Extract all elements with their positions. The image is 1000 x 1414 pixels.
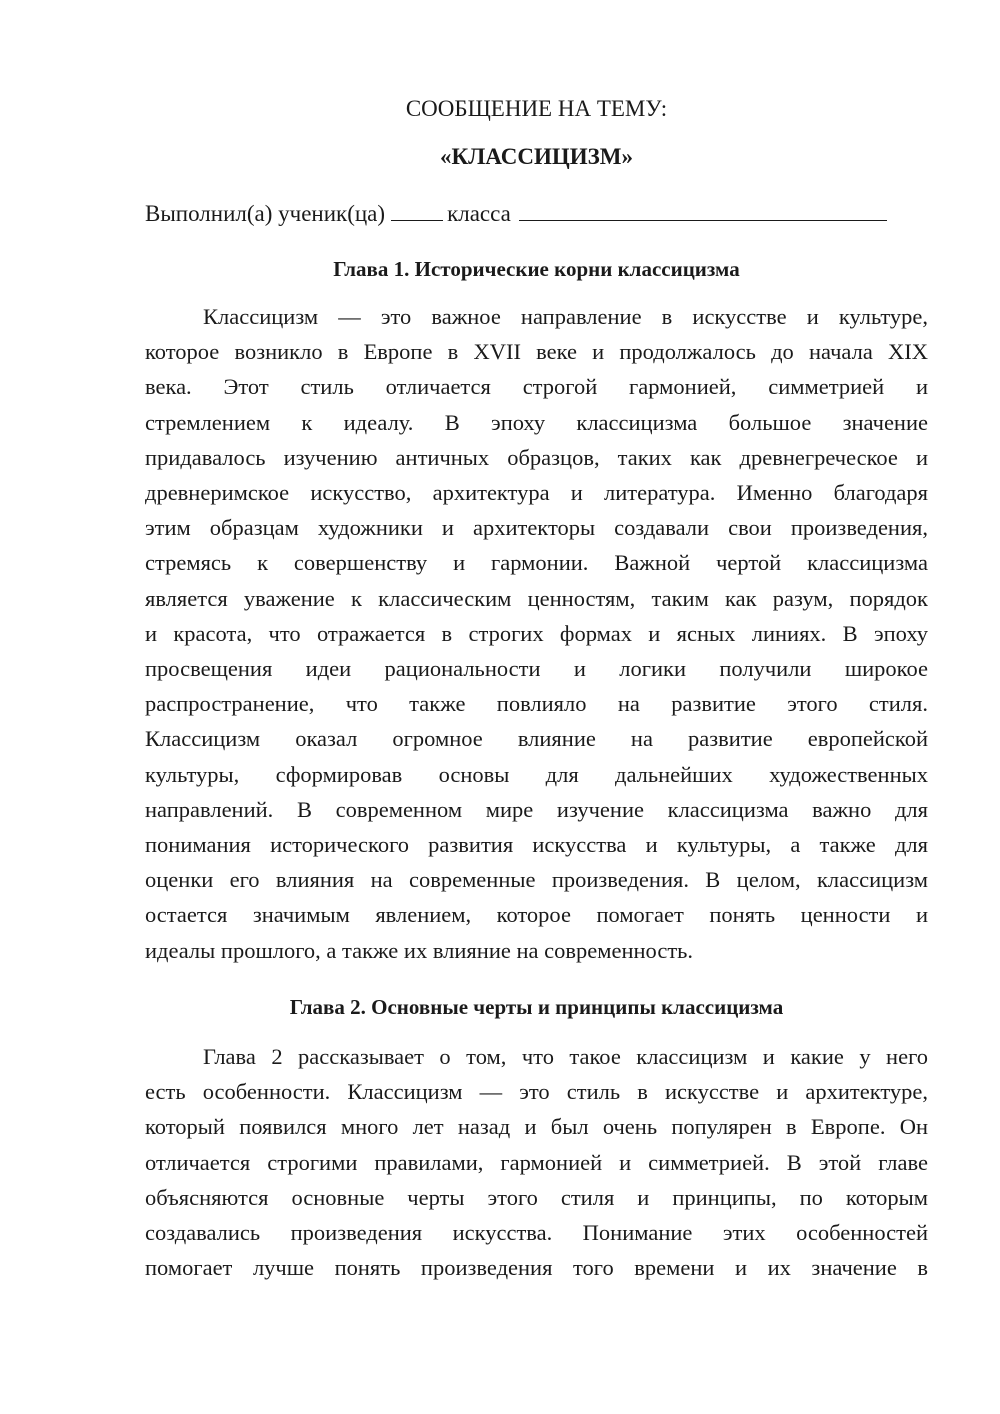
paragraph-line: объясняются основные черты этого стиля и принципы, по которым	[145, 1184, 928, 1210]
author-prefix-label: Выполнил(а) ученик(ца)	[145, 201, 386, 226]
paragraph-line: который появился много лет назад и был очень популярен в Европе. Он	[145, 1114, 928, 1140]
paragraph-line: Глава 2 рассказывает о том, что такое классицизм и какие у него	[203, 1044, 928, 1069]
paragraph-line: и красота, что отражается в строгих формах и ясных линиях. В эпоху	[145, 620, 928, 646]
paragraph-line: древнеримское искусство, архитектура и литература. Именно благодаря	[145, 480, 928, 506]
paragraph-line: культуры, сформировав основы для дальнейших художественных	[145, 761, 928, 787]
document-title-line1: СООБЩЕНИЕ НА ТЕМУ:	[405, 96, 668, 121]
chapter2-heading: Глава 2. Основные черты и принципы классицизма	[289, 995, 784, 1019]
paragraph-line: отличается строгими правилами, гармонией и симметрией. В этой главе	[145, 1149, 928, 1175]
paragraph-line: стремясь к совершенству и гармонии. Важной чертой классицизма	[145, 550, 928, 576]
paragraph-line: создавались произведения искусства. Понимание этих особенностей	[145, 1220, 928, 1246]
paragraph-line: направлений. В современном мире изучение классицизма важно для	[145, 796, 928, 822]
chapter1-paragraph	[145, 299, 928, 968]
paragraph-line: просвещения идеи рациональности и логики получили широкое	[145, 656, 928, 682]
paragraph-line: помогает лучше понять произведения того времени и их значение в	[145, 1255, 928, 1281]
paragraph-line: Классицизм оказал огромное влияние на развитие европейской	[145, 726, 928, 752]
paragraph-line: является уважение к классическим ценностям, таким как разум, порядок	[145, 585, 928, 611]
chapter2-paragraph	[145, 1039, 928, 1285]
class-name-blank-field[interactable]	[519, 198, 887, 221]
paragraph-line: остается значимым явлением, которое помогает понять ценности и	[145, 902, 928, 928]
paragraph-line: оценки его влияния на современные произведения. В целом, классицизм	[145, 867, 928, 893]
paragraph-line: стремлением к идеалу. В эпоху классицизма большое значение	[145, 409, 928, 435]
paragraph-line: которое возникло в Европе в XVII веке и продолжалось до начала XIX	[145, 339, 928, 365]
paragraph-line: этим образцам художники и архитекторы создавали свои произведения,	[145, 515, 928, 541]
grade-blank-field[interactable]	[391, 198, 443, 221]
paragraph-line: понимания исторического развития искусства и культуры, а также для	[145, 832, 928, 858]
chapter1-heading: Глава 1. Исторические корни классицизма	[333, 257, 740, 281]
class-label: класса	[447, 201, 511, 226]
paragraph-line: идеалы прошлого, а также их влияние на современность.	[145, 937, 694, 963]
paragraph-line: есть особенности. Классицизм — это стиль в искусстве и архитектуре,	[145, 1079, 928, 1105]
paragraph-line: придавалось изучению античных образцов, таких как древнегреческое и	[145, 444, 928, 470]
paragraph-line: века. Этот стиль отличается строгой гармонией, симметрией и	[145, 374, 928, 400]
paragraph-line: Классицизм — это важное направление в искусстве и культуре,	[203, 304, 928, 329]
document-title-topic: «КЛАССИЦИЗМ»	[439, 144, 634, 169]
paragraph-line: распространение, что также повлияло на развитие этого стиля.	[145, 691, 928, 717]
author-line	[145, 198, 928, 229]
